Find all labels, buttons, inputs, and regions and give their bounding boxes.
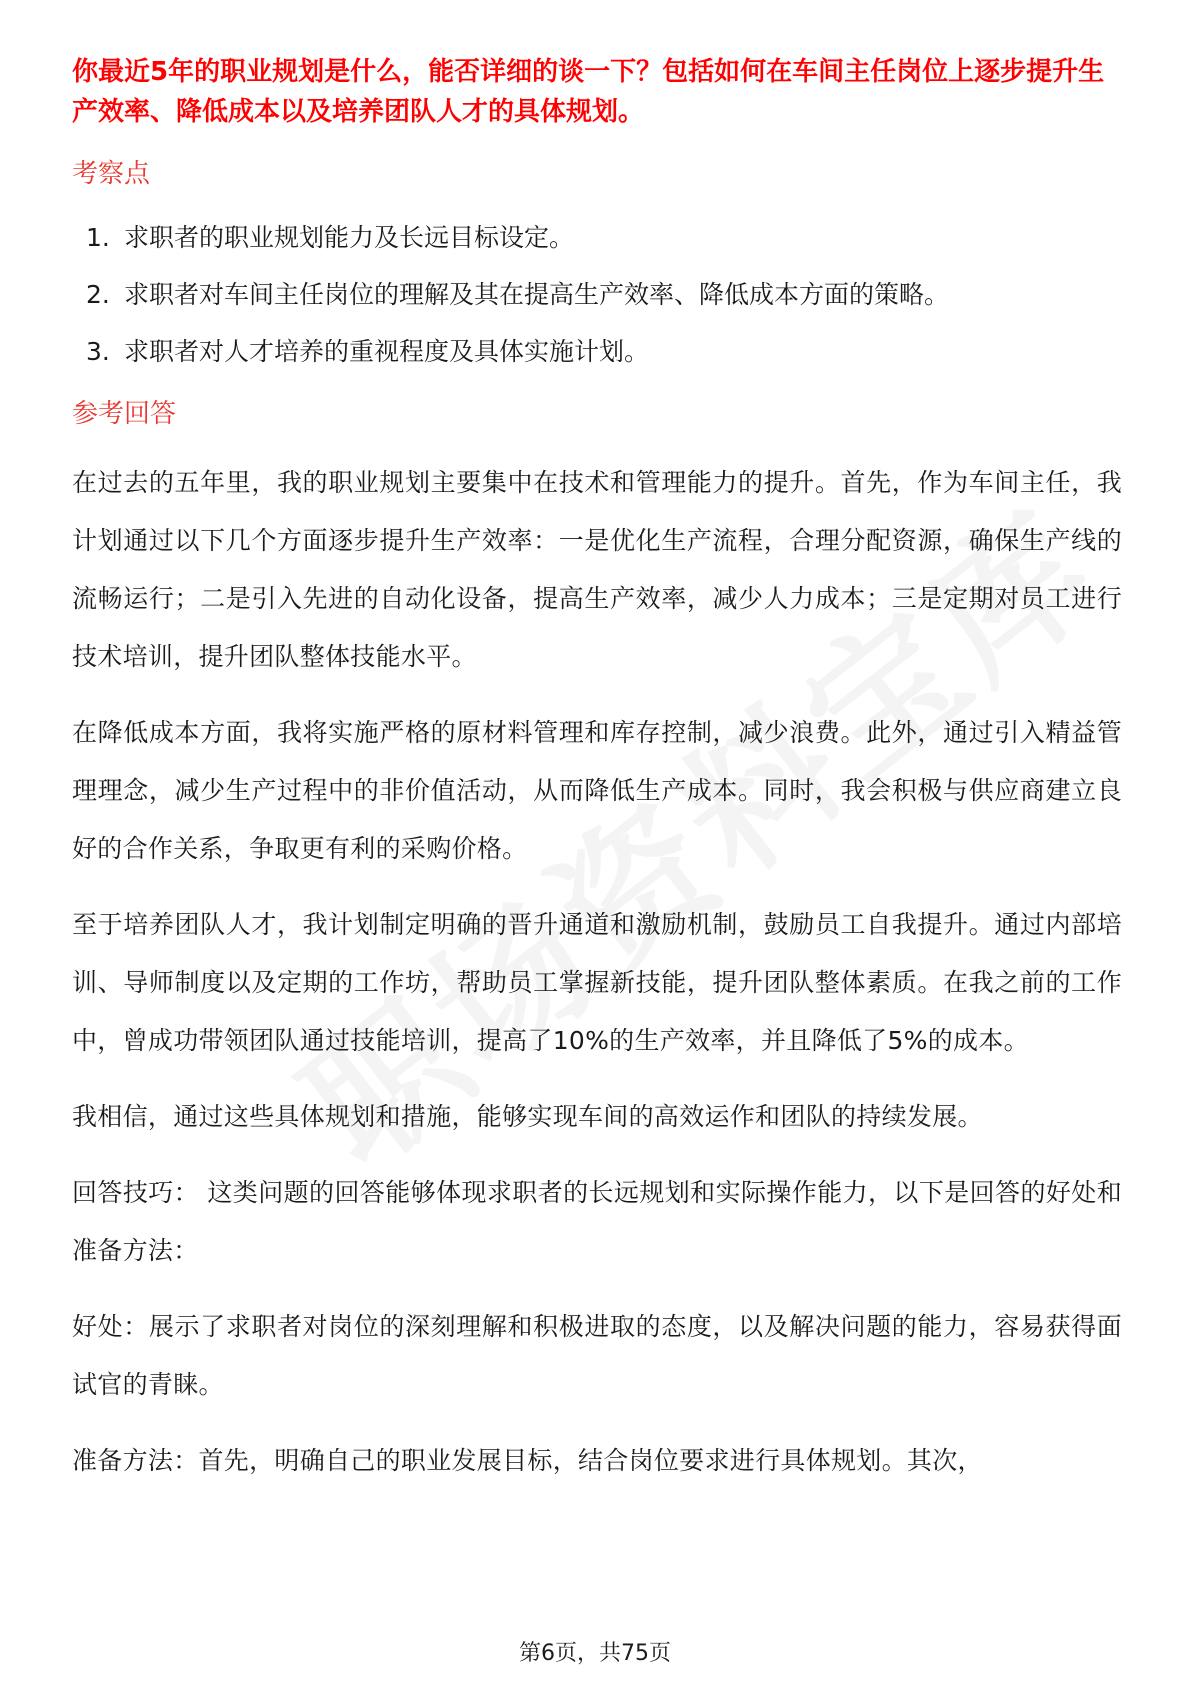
page-content <box>72 52 1122 1490</box>
list-item <box>72 275 1122 315</box>
list-item-number: 1. <box>86 223 110 252</box>
answer-title: 参考回答 <box>72 399 177 429</box>
points-list <box>72 218 1122 372</box>
paragraph-efficiency: 在过去的五年里，我的职业规划主要集中在技术和管理能力的提升。首先，作为车间主任，我计划通过以下几个方面逐步提升生产效率：一是优化生产流程，合理分配资源，确保生产线的流畅运行；二是引入先进的自动化设备，提高生产效率，减少人力成本；三是定期对员工进行技术培训，提升团队整体技能水平。 <box>72 468 1122 671</box>
page-number-footer: 第6页，共75页 <box>519 1641 671 1666</box>
list-item-number: 2. <box>86 280 110 309</box>
paragraph-tips: 回答技巧： 这类问题的回答能够体现求职者的长远规划和实际操作能力，以下是回答的好处和准备方法： <box>72 1178 1122 1265</box>
paragraph-preparation: 准备方法：首先，明确自己的职业发展目标，结合岗位要求进行具体规划。其次， <box>72 1446 983 1475</box>
paragraph-benefits: 好处：展示了求职者对岗位的深刻理解和积极进取的态度，以及解决问题的能力，容易获得面试官的青睐。 <box>72 1312 1122 1399</box>
points-title: 考察点 <box>72 159 151 189</box>
list-item <box>72 218 1122 258</box>
paragraph-cost: 在降低成本方面，我将实施严格的原材料管理和库存控制，减少浪费。此外，通过引入精益管理理念，减少生产过程中的非价值活动，从而降低生产成本。同时，我会积极与供应商建立良好的合作关系，争取更有利的采购价格。 <box>72 718 1122 863</box>
paragraph-talent: 至于培养团队人才，我计划制定明确的晋升通道和激励机制，鼓励员工自我提升。通过内部培训、导师制度以及定期的工作坊，帮助员工掌握新技能，提升团队整体素质。在我之前的工作中，曾成功带领团队通过技能培训，提高了10%的生产效率，并且降低了5%的成本。 <box>72 910 1122 1055</box>
question-heading: 你最近5年的职业规划是什么，能否详细的谈一下？包括如何在车间主任岗位上逐步提升生产效率、降低成本以及培养团队人才的具体规划。 <box>72 57 1105 127</box>
list-item <box>72 332 1122 372</box>
list-item-text: 求职者对人才培养的重视程度及具体实施计划。 <box>124 337 650 366</box>
list-item-number: 3. <box>86 337 110 366</box>
paragraph-conclusion: 我相信，通过这些具体规划和措施，能够实现车间的高效运作和团队的持续发展。 <box>72 1102 983 1131</box>
list-item-text: 求职者的职业规划能力及长远目标设定。 <box>124 223 575 252</box>
list-item-text: 求职者对车间主任岗位的理解及其在提高生产效率、降低成本方面的策略。 <box>124 280 950 309</box>
